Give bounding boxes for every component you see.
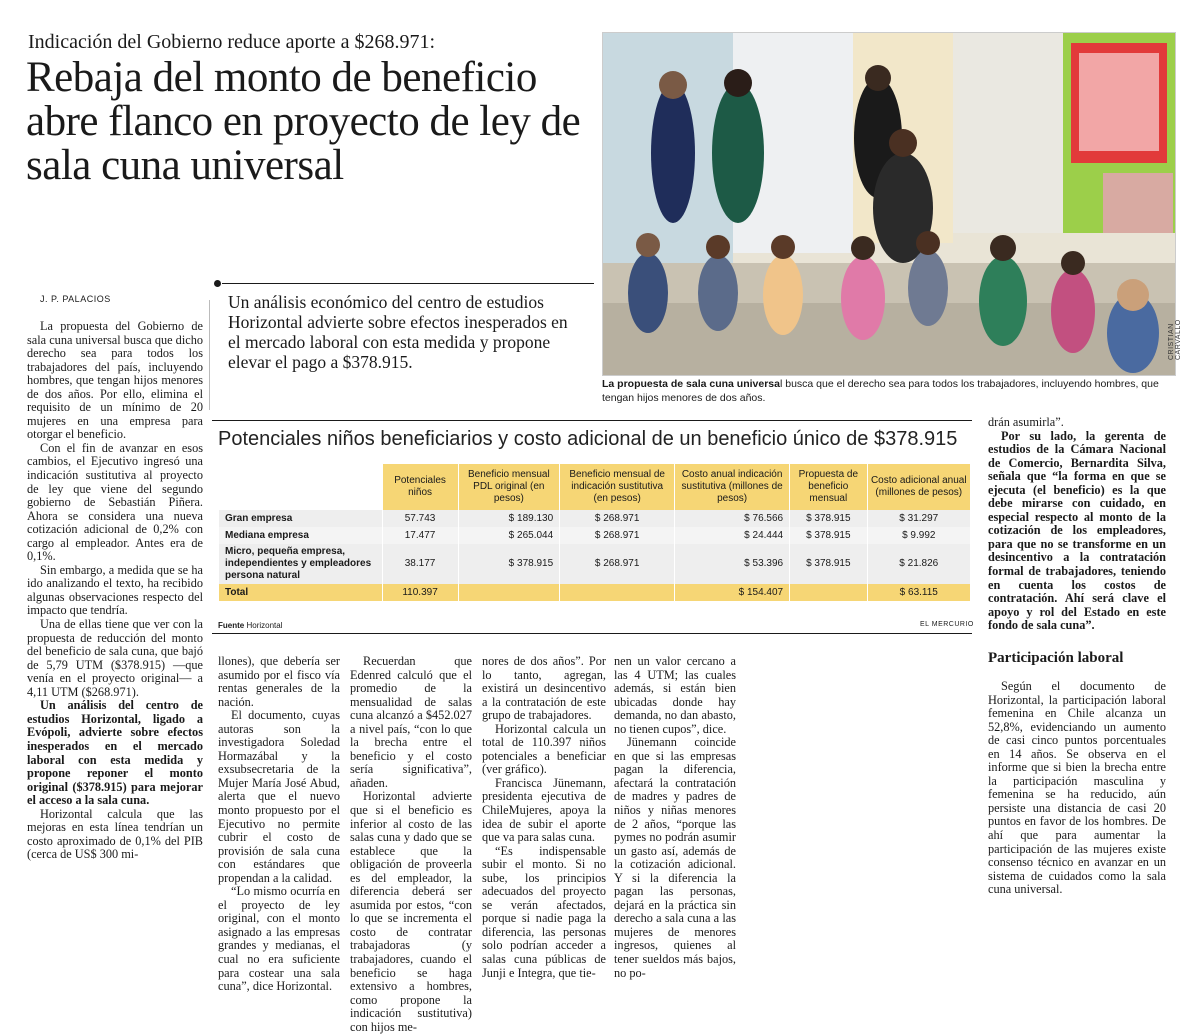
column-header: Costo anual indicación sustitutiva (millones de pesos) — [675, 464, 790, 510]
paragraph: El documento, cuyas autoras son la investigadora Soledad Hormazábal y la exsubsecretaria de la Mujer María José Abud, alerta que el nuevo monto propuesto por el Ejecutivo no permite cubrir el costo de provisión de sala cuna con estándares que propendan a la calidad. — [218, 708, 340, 885]
table-cell: $ 24.444 — [675, 527, 790, 544]
paragraph: Horizontal calcula un total de 110.397 niños potenciales a beneficiar (ver gráfico). — [482, 721, 606, 777]
paragraph: Jünemann coincide en que si las empresas pagan la diferencia, afectará la contratación de madres y padres de niños y niñas menores de 2 años, “porque las pymes no podrán asumir un gasto así, además de la cotización adicional. Y si la diferencia la pagan las personas, dejará en la práctica sin derecho a sala cuna a las mujeres de menores ingresos, quienes al tener sueldos más bajos, no po- — [614, 735, 736, 980]
table-cell: $ 63.115 — [867, 584, 970, 601]
table-cell: 38.177 — [382, 544, 458, 584]
column-header: Propuesta de beneficio mensual — [790, 464, 867, 510]
column-header: Beneficio mensual PDL original (en pesos) — [458, 464, 560, 510]
article-kicker: Indicación del Gobierno reduce aporte a $268.971: — [28, 31, 436, 53]
article-headline: Rebaja del monto de beneficio abre flanco en proyecto de ley de sala cuna universal — [26, 54, 581, 189]
body-column-2 — [350, 655, 472, 1034]
deck-rule — [222, 283, 594, 284]
paragraph: Sin embargo, a medida que se ha ido analizando el texto, ha recibido algunas observaciones respecto del impacto que tendría. — [27, 562, 203, 618]
column-header: Potenciales niños — [382, 464, 458, 510]
column-divider — [209, 300, 210, 410]
header-blank — [219, 464, 383, 510]
table-cell — [458, 584, 560, 601]
source-label: Fuente — [218, 621, 245, 630]
photo-credit: CRISTIAN CARVALLO — [1168, 319, 1182, 360]
byline: J. P. PALACIOS — [40, 294, 111, 304]
chart-title: Potenciales niños beneficiarios y costo adicional de un beneficio único de $378.915 — [218, 428, 958, 450]
table-header-row — [219, 464, 971, 510]
paragraph: nen un valor cercano a las 4 UTM; las cuales además, si están bien ubicadas donde hay demanda, no dan abasto, no tienen cupos”, dice. — [614, 654, 736, 736]
table-cell — [790, 584, 867, 601]
table-cell: 57.743 — [382, 510, 458, 527]
chart-source — [218, 621, 282, 630]
body-column-3 — [482, 655, 606, 980]
table-cell: $ 378.915 — [458, 544, 560, 584]
row-label: Mediana empresa — [219, 527, 383, 544]
paragraph: Horizontal advierte que si el beneficio es inferior al costo de las salas cuna y dado que se establece que la obligación de proveerla es del empleador, la diferencia deberá ser asumida por estos, “con lo que se incrementa el costo de contratar trabajadoras (y trabajadores, cuando el beneficio se haga extensivo a hombres, como propone la indicación sustitutiva) con hijos me- — [350, 789, 472, 1034]
paragraph: Por su lado, la gerenta de estudios de la Cámara Nacional de Comercio, Bernardita Silva, señala que “la forma en que se ejecuta (el beneficio) es la que debe mirarse con cuidado, en especial respecto al monto de la cotización de los empleadores, para que no se transforme en un desincentivo a la contratación formal de trabajadores, teniendo en cuenta los costos de contratación. Ahí será clave el apoyo y rol del Estado en este fondo de sala cuna”. — [988, 428, 1166, 633]
chart-bottom-rule — [212, 633, 972, 634]
table-cell — [560, 584, 675, 601]
table-cell: $ 31.297 — [867, 510, 970, 527]
table-row — [219, 510, 971, 527]
column-header: Costo adicional anual (millones de pesos) — [867, 464, 970, 510]
table-cell: $ 154.407 — [675, 584, 790, 601]
news-photo — [602, 32, 1176, 376]
table-cell: $ 265.044 — [458, 527, 560, 544]
caption-text: l busca que el derecho sea para todos los trabajadores, incluyendo hombres, que tengan hijos menores de dos años. — [602, 378, 1159, 404]
table-cell: $ 189.130 — [458, 510, 560, 527]
left-column — [27, 320, 203, 862]
column-header: Beneficio mensual de indicación sustitutiva (en pesos) — [560, 464, 675, 510]
table-cell: $ 268.971 — [560, 544, 675, 584]
table-cell: $ 378.915 — [790, 510, 867, 527]
section-subhead: Participación laboral — [988, 650, 1124, 666]
table-cell: $ 268.971 — [560, 527, 675, 544]
table-row — [219, 544, 971, 584]
right-column-bottom — [988, 680, 1166, 897]
paragraph: drán asumirla”. — [988, 415, 1064, 429]
table-row — [219, 527, 971, 544]
paragraph: Una de ellas tiene que ver con la propuesta de reducción del monto del beneficio de sala cuna, que bajó de 5,79 UTM ($378.915) —que venía en el proyecto original— a 4,11 UTM ($268.971). — [27, 617, 203, 699]
deck-bullet — [214, 280, 221, 287]
right-column-top — [988, 416, 1166, 633]
paragraph: Según el documento de Horizontal, la participación laboral femenina en Chile alcanza un 52,8%, evidenciando un aumento de casi cinco puntos porcentuales en 14 años. Se observa en el informe que si bien la brecha entre la participación masculina y femenina se ha reducido, aún persiste una distancia de casi 20 puntos en favor de los hombres. De ahí que para aumentar la participación de las mujeres existe consenso técnico en avanzar en un sistema de cuidados como la sala cuna universal. — [988, 679, 1166, 897]
classroom-photo-illustration — [603, 33, 1175, 375]
paragraph: “Lo mismo ocurría en el proyecto de ley original, con el monto asignado a las empresas grandes y medianas, el cual no era suficiente para costear una sala cuna”, dice Horizontal. — [218, 884, 340, 994]
row-label: Total — [219, 584, 383, 601]
chart-top-rule — [212, 420, 972, 421]
body-column-1 — [218, 655, 340, 994]
photo-caption — [602, 377, 1174, 405]
table-cell: $ 21.826 — [867, 544, 970, 584]
table-cell: $ 378.915 — [790, 527, 867, 544]
table-total-row — [219, 584, 971, 601]
beneficiaries-table — [218, 464, 970, 601]
paragraph: La propuesta del Gobierno de sala cuna universal busca que dicho derecho sea para todos los trabajadores del país, incluyendo hombres, que tengan hijos menores de dos años. Por ello, elimina el requisito de un mínimo de 20 mujeres en una empresa para otorgar el beneficio. — [27, 319, 203, 442]
row-label: Micro, pequeña empresa, independientes y empleadores persona natural — [219, 544, 383, 584]
paragraph: llones), que debería ser asumido por el fisco vía rentas generales de la nación. — [218, 654, 340, 709]
table-cell: $ 268.971 — [560, 510, 675, 527]
paragraph: Un análisis del centro de estudios Horizontal, ligado a Evópoli, advierte sobre efectos inesperados en el mercado laboral con esta medida y propone reponer el monto original ($378.915) para mejorar el acceso a la sala cuna. — [27, 698, 203, 808]
paragraph: nores de dos años”. Por lo tanto, agregan, existirá un desincentivo a la contratación de este grupo de trabajadores. — [482, 654, 606, 723]
body-column-4 — [614, 655, 736, 980]
paragraph: Horizontal calcula que las mejoras en esta línea tendrían un costo aproximado de 0,1% del PIB (cerca de US$ 300 mi- — [27, 806, 203, 862]
table-cell: 110.397 — [382, 584, 458, 601]
row-label: Gran empresa — [219, 510, 383, 527]
source-name: Horizontal — [246, 621, 283, 630]
table-cell: $ 53.396 — [675, 544, 790, 584]
caption-bold: La propuesta de sala cuna universa — [602, 378, 780, 390]
table-cell: 17.477 — [382, 527, 458, 544]
paragraph: “Es indispensable subir el monto. Si no sube, los principios adecuados del proyecto se verán afectados, porque si nadie paga la diferencia, las personas solo podrían acceder a salas cuna públicas de Junji e Integra, que tie- — [482, 843, 606, 980]
paragraph: Recuerdan que Edenred calculó que el promedio de la mensualidad de salas cuna alcanzó a $452.027 a nivel país, “con lo que la brecha entre el beneficio y el costo sería significativa”, añaden. — [350, 654, 472, 790]
paragraph: Con el fin de avanzar en esos cambios, el Ejecutivo ingresó una indicación sustitutiva al proyecto de ley que viene del segundo gobierno de Sebastián Piñera. Ahora se considera una nueva cotización adicional de 0,2% con cargo al empleador. Antes era de 0,1%. — [27, 440, 203, 564]
table-cell: $ 378.915 — [790, 544, 867, 584]
paragraph: Francisca Jünemann, presidenta ejecutiva de ChileMujeres, apoya la idea de subir el aporte que va para salas cuna. — [482, 775, 606, 845]
table-cell: $ 76.566 — [675, 510, 790, 527]
chart-credit: EL MERCURIO — [920, 621, 974, 628]
table-cell: $ 9.992 — [867, 527, 970, 544]
article-deck: Un análisis económico del centro de estudios Horizontal advierte sobre efectos inesperados en el mercado laboral con esta medida y propone elevar el pago a $378.915. — [228, 292, 568, 372]
